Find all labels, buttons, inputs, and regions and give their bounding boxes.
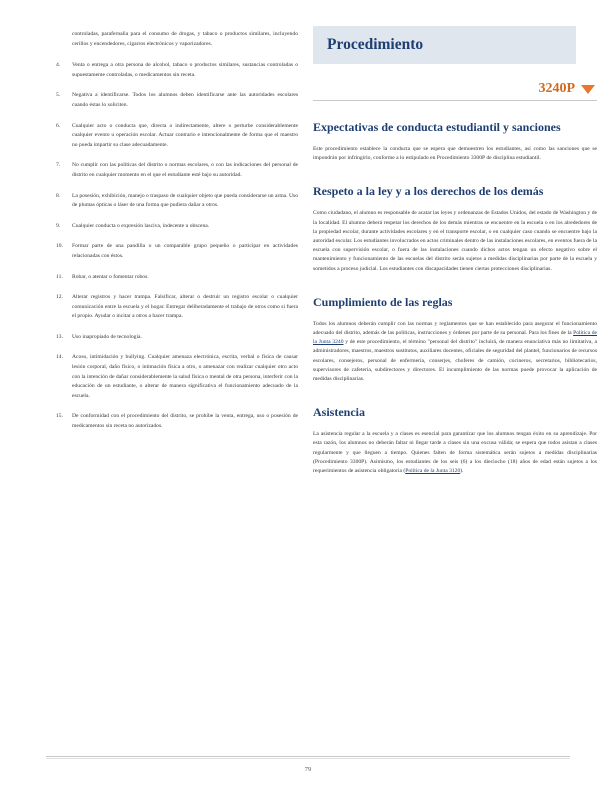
item-number: 9. xyxy=(56,222,61,229)
item-text: Uso inapropiado de tecnología. xyxy=(72,333,142,340)
policy-3240-link[interactable]: Política de la Junta 3240 xyxy=(313,330,597,346)
list-item xyxy=(56,192,298,211)
section-title: Respeto a la ley y a los derechos de los demás xyxy=(313,184,544,199)
section-text: Como ciudadano, el alumno es responsable de acatar las leyes y ordenanzas de Estados Unidos, del estado de Washington y de la localidad. El alumno deberá respetar los derechos de los demás mientras se encuentre en la escuela o en los alrededores de la propiedad escolar, durante actividades escolares y en el transporte escolar, o en cualquier caso cuando se encuentre bajo la autoridad escolar. Los estudiantes involucrados en actos criminales dentro de las instalaciones escolares, en eventos fuera de la escuela con supervisión escolar, o fuera de las instalaciones cuando dichos actos tengan un efecto negativo sobre el mantenimiento y funcionamiento de las escuelas del distrito serán sujetos a medidas disciplinarias por parte de la escuela y sometidos a proceso judicial. Los estudiantes con discapacidades tienen ciertas protecciones disciplinarias. xyxy=(313,210,597,272)
section-text: y de este procedimiento, el término "personal del distrito" incluirá, de manera enunciativa más no limitativa, a administradores, maestros, maestros sustitutos, auxiliares docentes, oficiales de seguridad del plantel, funcionarios de recursos escolares, consejeros, personal de enfermería, conserjes, choferes de camión, cocineros, secretarios, bibliotecarios, supervisores de cafetería, subdirectores y directores. El incumplimiento de las normas puede provocar la aplicación de medidas disciplinarias. xyxy=(313,339,597,383)
section-title: Expectativas de conducta estudiantil y sanciones xyxy=(313,120,561,134)
item-text: De conformidad con el procedimiento del distrito, se prohíbe la venta, entrega, uso o posesión de medicamentos sin receta no autorizados. xyxy=(72,413,298,430)
list-item xyxy=(56,293,298,322)
item-text: Venta o entrega a otra persona de alcohol, tabaco o productos similares, sustancias controladas o supuestamente controladas, o medicamentos sin receta. xyxy=(72,62,298,78)
item-number: 6. xyxy=(56,122,61,129)
list-item xyxy=(56,333,298,343)
item-number: 10. xyxy=(56,243,63,250)
item-text: Cualquier conducta o expresión lasciva, indecente u obscena. xyxy=(72,222,210,229)
page-number: 79 xyxy=(304,766,312,773)
list-item xyxy=(56,222,298,232)
section-body xyxy=(313,145,597,163)
section-title: Asistencia xyxy=(313,405,365,420)
list-item xyxy=(56,412,298,431)
section-text: Todos los alumnos deberán cumplir con las normas y reglamentos que se han establecido para asegurar el funcionamiento adecuado del distrito, además de las políticas, instrucciones y órdenes por parte de su personal. Para los fines de la xyxy=(313,320,597,337)
list-item xyxy=(56,161,298,180)
item-number: 11. xyxy=(56,273,63,280)
section-title: Cumplimiento de las reglas xyxy=(313,294,453,309)
footer-divider xyxy=(46,756,570,757)
item-text: Cualquier acto o conducta que, directa o indirectamente, altere o perturbe considerablemente cualquier evento u operación escolar. Actuar contrario e intencionalmente de forma que el maestro no pueda impartir su clase adecuadamente. xyxy=(72,122,298,148)
item-text: Formar parte de una pandilla o un comparable grupo pequeño o participar en actividades relacionadas con éstos. xyxy=(72,243,298,259)
list-item xyxy=(56,242,298,261)
section xyxy=(313,404,597,476)
section-body xyxy=(313,209,597,273)
triangle-down-icon xyxy=(581,85,595,94)
list-item xyxy=(56,91,298,110)
item-number: 4. xyxy=(56,62,61,69)
list-item xyxy=(56,61,298,80)
item-number: 8. xyxy=(56,192,61,199)
item-text: Negativa a identificarse. Todos los alumnos deben identificarse ante las autoridades escolares cuando éstas lo soliciten. xyxy=(72,92,298,108)
section xyxy=(313,183,597,273)
list-item xyxy=(56,353,298,401)
item-text: Acoso, intimidación y bullying. Cualquier amenaza electrónica, escrita, verbal o física de causar lesión corporal, daño físico, o intimación física a otro, o amenazar con realizar cualquier otro acto con la intención de dañar considerablemente la salud física o mental de otra persona, interferir con la educación de un estudiante, o alterar de manera significativa el funcionamiento adecuado de la escuela. xyxy=(72,354,298,399)
item-number: 5. xyxy=(56,92,61,99)
left-column xyxy=(56,30,298,443)
section-text: Este procedimiento establece la conducta que se espera que demuestren los estudiantes, así como las sanciones que se impondrán por infringirlo, conforme a lo estipulado en Procedimiento 3300P de disciplina estudiantil. xyxy=(313,146,597,162)
section-text: ). xyxy=(460,468,464,475)
item-text: Robar, o atentar o fomentar robos. xyxy=(72,273,149,280)
item-text: La posesión, exhibición, manejo o traspaso de cualquier objeto que pueda considerarse un arma. Uso de plumas ópticas o láser de una forma que pudiera dañar a otros. xyxy=(72,192,298,209)
list-item xyxy=(56,273,298,283)
right-column xyxy=(313,26,597,476)
section xyxy=(313,119,597,163)
section xyxy=(313,294,597,384)
item-number: 7. xyxy=(56,162,61,169)
list-item xyxy=(56,122,298,151)
section-text: La asistencia regular a la escuela y a clases es esencial para garantizar que los alumnos tengan éxito en su aprendizaje. Por esta razón, los alumnos no deberán faltar ni llegar tarde a clases sin una excusa válida; se espera que todos asistan a clases regularmente y que lleguen a tiempo. Quienes falten de forma sistemática serán sujetos a medidas disciplinarias (Procedimiento 3300P). Asimismo, los estudiantes de los seis (6) a los dieciocho (18) años de edad están sujetos a los requerimientos de asistencia obligatoria ( xyxy=(313,431,597,475)
item-text: Alterar registros y hacer trampa. Falsificar, alterar o destruir un registro escolar o cualquier comunicación entre la escuela y el hogar. Entregar deliberadamente el trabajo de otros como si fuera el propio. Ayudar o incitar a otros a hacer trampa. xyxy=(72,294,298,320)
continuation-paragraph: controladas, parafernalia para el consumo de drogas, y tabaco o productos similares, incluyendo cerillos y encendedores, cigarros electrónicos y vaporizadores. xyxy=(72,31,298,47)
footer-divider-secondary xyxy=(46,758,570,759)
item-number: 12. xyxy=(56,294,63,301)
item-number: 14. xyxy=(56,354,63,361)
code-row xyxy=(313,78,597,101)
item-number: 13. xyxy=(56,333,63,340)
item-number: 15. xyxy=(56,413,63,420)
section-body xyxy=(313,430,597,476)
header-title: Procedimiento xyxy=(327,36,424,53)
procedure-header xyxy=(313,26,576,64)
policy-3120-link[interactable]: Política de la Junta 3120 xyxy=(405,468,461,475)
section-body xyxy=(313,320,597,384)
procedure-code: 3240P xyxy=(538,81,575,96)
item-text: No cumplir con las políticas del distrito o normas escolares, o con las indicaciones del personal de distrito en cualquier momento en el que el estudiante esté bajo su autoridad. xyxy=(72,162,298,178)
